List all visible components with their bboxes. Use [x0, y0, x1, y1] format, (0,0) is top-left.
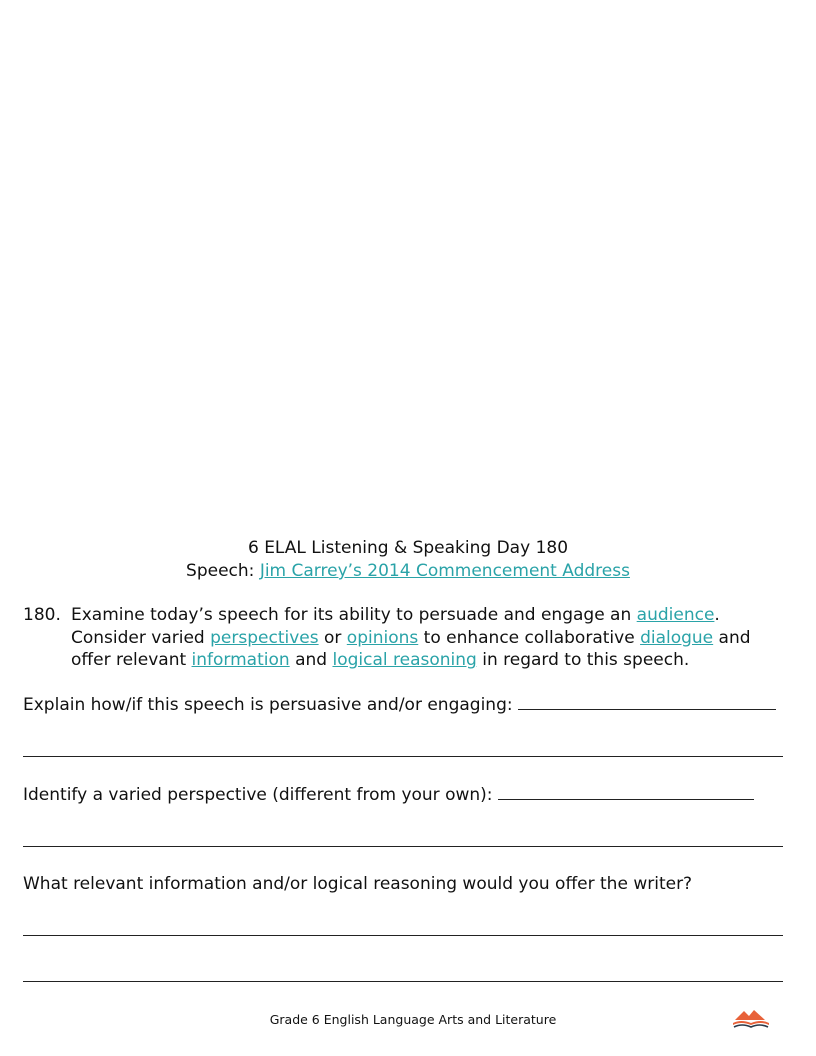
question-line-1 [71, 604, 803, 627]
question-text-segment: or [318, 627, 347, 648]
question-line-2 [71, 627, 803, 650]
perspective-prompt-label: Identify a varied perspective (different from your own): [23, 785, 498, 805]
footer-text: Grade 6 English Language Arts and Literature [269, 1012, 557, 1027]
perspective-answer-line[interactable] [23, 846, 783, 847]
question-text-segment: offer relevant [71, 650, 192, 670]
speech-label: Speech: [186, 561, 260, 581]
opinions-link[interactable]: opinions [346, 627, 419, 648]
question-text-segment: Examine today’s speech for its ability to persuade and engage an [71, 605, 637, 625]
audience-link[interactable]: audience [636, 605, 715, 625]
persuasive-prompt-label: Explain how/if this speech is persuasive and/or engaging: [23, 695, 519, 715]
persuasive-prompt [23, 694, 783, 716]
question-text-segment: and [713, 627, 751, 648]
question-text-segment: . [714, 605, 720, 625]
perspective-answer-blank[interactable] [498, 785, 754, 800]
question-180 [23, 604, 803, 672]
persuasive-answer-blank[interactable] [518, 695, 776, 710]
information-answer-line-2[interactable] [23, 981, 783, 982]
information-link[interactable]: information [191, 650, 290, 670]
question-text-segment: Consider varied [71, 627, 211, 648]
perspective-prompt [23, 784, 783, 806]
logical-reasoning-link[interactable]: logical reasoning [332, 650, 477, 670]
speech-line [0, 560, 816, 583]
question-line-3 [71, 649, 803, 672]
speech-link[interactable]: Jim Carrey’s 2014 Commencement Address [259, 561, 630, 581]
question-text-segment: to enhance collaborative [418, 627, 641, 648]
question-text [71, 604, 803, 672]
question-text-segment: and [289, 650, 333, 670]
question-text-segment: in regard to this speech. [476, 650, 690, 670]
page-title: 6 ELAL Listening & Speaking Day 180 [247, 538, 569, 558]
persuasive-answer-line[interactable] [23, 756, 783, 757]
dialogue-link[interactable]: dialogue [640, 627, 714, 648]
information-prompt-label: What relevant information and/or logical reasoning would you offer the writer? [23, 874, 693, 894]
question-number: 180. [23, 605, 61, 625]
worksheet-header [0, 537, 816, 583]
information-answer-line-1[interactable] [23, 935, 783, 936]
perspectives-link[interactable]: perspectives [210, 627, 319, 648]
information-prompt [23, 873, 783, 895]
page-footer [0, 1012, 816, 1028]
book-mountain-logo-icon [731, 1006, 771, 1032]
